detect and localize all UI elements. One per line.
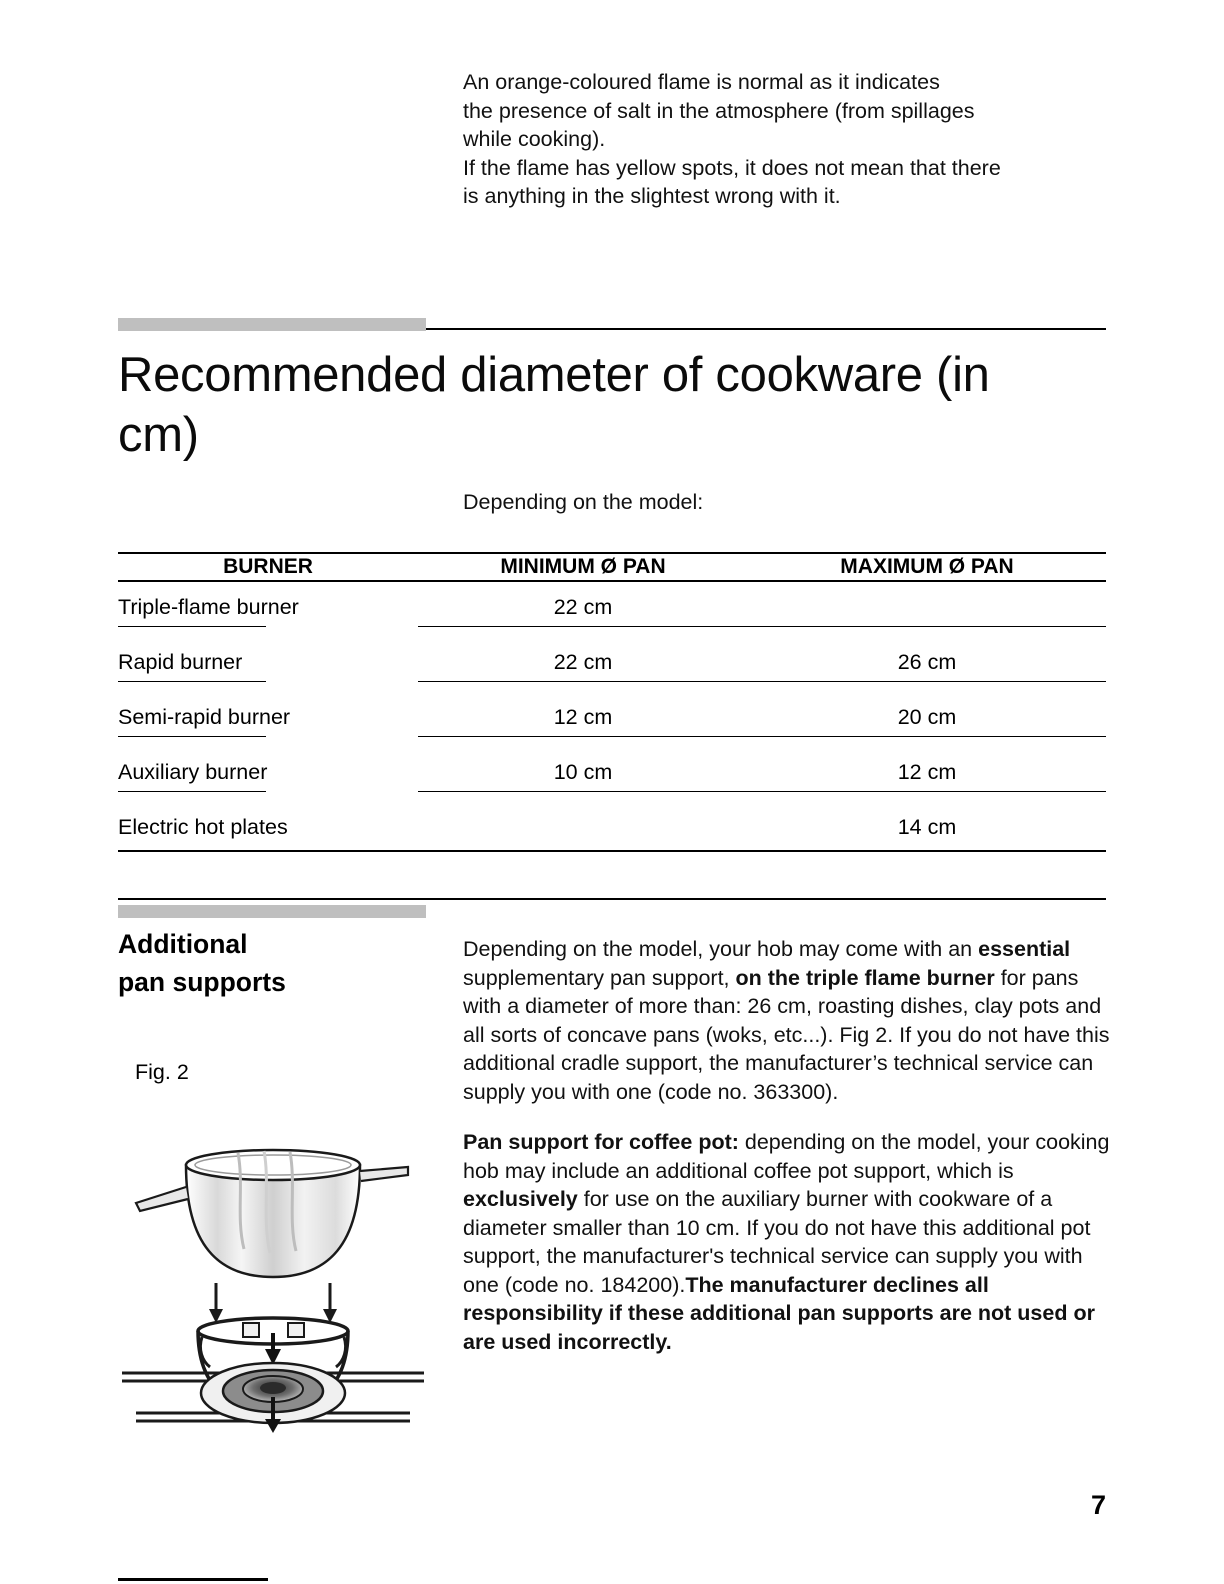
cell-underline	[418, 791, 748, 792]
cell-underline	[118, 681, 266, 682]
cell-underline	[418, 681, 748, 682]
down-arrow-right	[323, 1283, 337, 1323]
down-arrow-left	[209, 1283, 223, 1323]
section-tab-marker-2	[118, 905, 426, 918]
intro-line-3: while cooking).	[463, 127, 606, 151]
cell-burner: Rapid burner	[118, 650, 243, 674]
table-row	[118, 637, 1106, 692]
p2-part-c: for use on the auxiliary burner with cookware of a diameter smaller than 10 cm. If you do not have this additional pot support, the manufacturer's technical service can supply you with one (code no. 184200).	[463, 1187, 1091, 1297]
paragraph-cradle-support	[463, 935, 1111, 1106]
intro-line-4: If the flame has yellow spots, it does not mean that there	[463, 155, 1001, 180]
cell-burner: Electric hot plates	[118, 815, 288, 839]
intro-paragraph	[463, 68, 1123, 211]
p2-bold-exclusively: exclusively	[463, 1187, 578, 1211]
cell-min: 12 cm	[553, 705, 613, 729]
intro-line-2: the presence of salt in the atmosphere (from spillages	[463, 98, 975, 123]
cell-burner: Triple-flame burner	[118, 595, 299, 619]
cell-burner: Semi-rapid burner	[118, 705, 291, 729]
figure-caption: Fig. 2	[135, 1060, 189, 1084]
cell-min: 22 cm	[553, 650, 613, 674]
cell-underline	[118, 791, 266, 792]
cell-underline	[418, 626, 748, 627]
cell-underline	[748, 626, 1106, 627]
table-row	[118, 692, 1106, 747]
figure-2-illustration	[118, 1125, 428, 1435]
p1-part-c: supplementary pan support,	[463, 965, 736, 990]
aps-heading-line-1: Additional	[118, 929, 248, 959]
cell-underline	[748, 791, 1106, 792]
cell-max: 20 cm	[897, 705, 957, 729]
p2-part-a: depending on the model, your cooking hob may include an additional coffee pot support, which is	[463, 1130, 1110, 1183]
cell-underline	[118, 736, 266, 737]
p1-part-d: for pans with a diameter of more than: 26 cm, roasting dishes, clay pots and all sorts of concave pans (woks, etc...). Fig 2. If you do not have this additional cradle support, the manufacturer’s technical service can supply you with one (code no. 363300).	[463, 965, 1110, 1104]
cell-min: 10 cm	[553, 760, 613, 784]
cell-underline	[748, 681, 1106, 682]
cell-max: 26 cm	[897, 650, 957, 674]
col-header-max: MAXIMUM Ø PAN	[840, 555, 1014, 578]
wok-pan-support-diagram	[118, 1125, 428, 1435]
cell-burner: Auxiliary burner	[118, 760, 268, 784]
heading-subnote: Depending on the model:	[463, 490, 704, 514]
cell-underline	[118, 626, 266, 627]
table-row	[118, 747, 1106, 802]
cookware-diameter-table	[118, 552, 1106, 852]
cell-underline	[748, 736, 1106, 737]
intro-line-5: is anything in the slightest wrong with it.	[463, 184, 841, 208]
aps-heading-line-2: pan supports	[118, 967, 286, 997]
section-tab-marker	[118, 318, 426, 331]
p1-bold-triple-flame: on the triple flame burner	[735, 965, 995, 990]
cell-max: 12 cm	[897, 760, 957, 784]
col-header-min: MINIMUM Ø PAN	[500, 555, 666, 578]
page-title: Recommended diameter of cookware (in cm)	[118, 348, 990, 462]
paragraph-coffee-pot-support	[463, 1128, 1111, 1356]
table-row	[118, 582, 1106, 637]
table-header-row	[118, 554, 1106, 581]
cell-min: 22 cm	[553, 595, 613, 619]
col-header-burner: BURNER	[223, 555, 313, 578]
footer-crop-mark	[118, 1578, 268, 1581]
additional-pan-supports-body	[463, 935, 1111, 1356]
additional-pan-supports-heading	[118, 925, 448, 1001]
p1-part-a: Depending on the model, your hob may come with an	[463, 937, 979, 961]
wok-pan	[136, 1150, 408, 1277]
cell-max: 14 cm	[897, 815, 957, 839]
intro-line-1: An orange-coloured flame is normal as it indicates	[463, 70, 940, 94]
page-number: 7	[1090, 1490, 1106, 1520]
section-rule-bottom	[118, 898, 1106, 900]
cell-underline	[418, 736, 748, 737]
table-row	[118, 802, 1106, 851]
p2-bold-lead: Pan support for coffee pot:	[463, 1130, 739, 1154]
p2-bold-disclaimer: The manufacturer declines all responsibility if these additional pan supports are not used or are used incorrectly.	[463, 1272, 1095, 1354]
down-arrow-center	[265, 1333, 281, 1365]
p1-bold-essential: essential	[978, 937, 1071, 961]
